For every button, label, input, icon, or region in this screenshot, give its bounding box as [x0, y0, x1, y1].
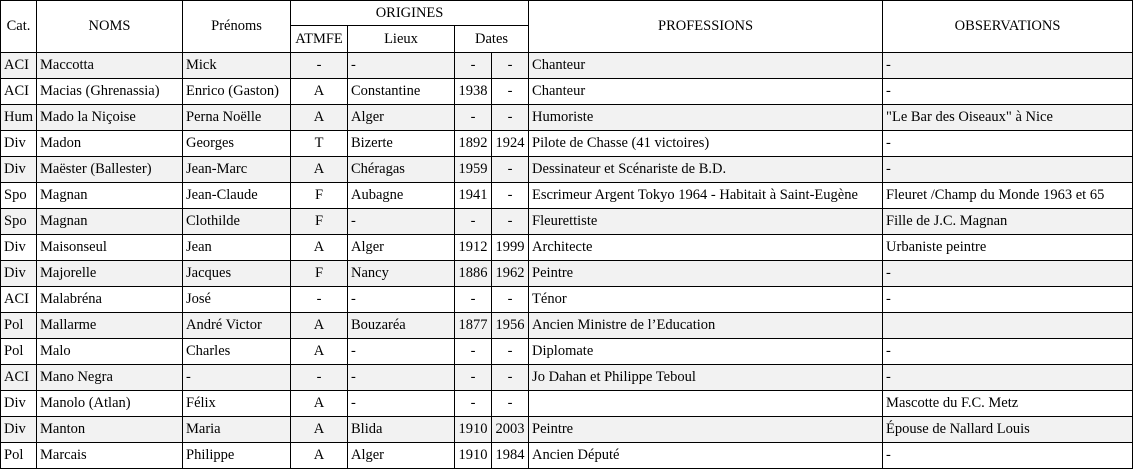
cell-prenom: Georges: [183, 131, 291, 157]
cell-lieu: -: [348, 287, 455, 313]
cell-profession: Jo Dahan et Philippe Teboul: [529, 365, 883, 391]
cell-observation: [883, 313, 1133, 339]
table-row: [1, 157, 1133, 183]
cell-date-deces: -: [492, 53, 529, 79]
cell-atmfe: A: [291, 79, 348, 105]
cell-profession: Humoriste: [529, 105, 883, 131]
cell-atmfe: A: [291, 391, 348, 417]
table-row: [1, 339, 1133, 365]
cell-prenom: André Victor: [183, 313, 291, 339]
cell-cat: Pol: [1, 313, 37, 339]
cell-atmfe: A: [291, 417, 348, 443]
cell-nom: Mado la Niçoise: [37, 105, 183, 131]
header-prenoms: Prénoms: [183, 1, 291, 53]
cell-nom: Manton: [37, 417, 183, 443]
cell-atmfe: A: [291, 157, 348, 183]
table-row: [1, 105, 1133, 131]
cell-prenom: José: [183, 287, 291, 313]
cell-profession: Fleurettiste: [529, 209, 883, 235]
cell-nom: Magnan: [37, 183, 183, 209]
cell-observation: -: [883, 53, 1133, 79]
cell-date-deces: -: [492, 391, 529, 417]
cell-prenom: Jean-Marc: [183, 157, 291, 183]
cell-atmfe: A: [291, 105, 348, 131]
cell-cat: Div: [1, 157, 37, 183]
header-row: [1, 1, 1133, 26]
cell-profession: Diplomate: [529, 339, 883, 365]
cell-date-deces: -: [492, 79, 529, 105]
cell-profession: Pilote de Chasse (41 victoires): [529, 131, 883, 157]
cell-date-naissance: 1959: [455, 157, 492, 183]
cell-nom: Mano Negra: [37, 365, 183, 391]
table-row: [1, 79, 1133, 105]
cell-profession: Ancien Ministre de l’Education: [529, 313, 883, 339]
cell-lieu: -: [348, 391, 455, 417]
cell-nom: Manolo (Atlan): [37, 391, 183, 417]
cell-prenom: -: [183, 365, 291, 391]
cell-cat: Spo: [1, 209, 37, 235]
cell-date-deces: -: [492, 105, 529, 131]
cell-lieu: Alger: [348, 235, 455, 261]
cell-prenom: Mick: [183, 53, 291, 79]
cell-profession: [529, 391, 883, 417]
cell-profession: Ancien Député: [529, 443, 883, 469]
cell-observation: -: [883, 287, 1133, 313]
cell-observation: -: [883, 365, 1133, 391]
cell-lieu: -: [348, 53, 455, 79]
cell-nom: Mallarme: [37, 313, 183, 339]
cell-observation: "Le Bar des Oiseaux" à Nice: [883, 105, 1133, 131]
cell-date-deces: -: [492, 183, 529, 209]
cell-nom: Malo: [37, 339, 183, 365]
table-row: [1, 183, 1133, 209]
cell-date-naissance: 1910: [455, 443, 492, 469]
cell-lieu: Blida: [348, 417, 455, 443]
cell-lieu: Bouzaréa: [348, 313, 455, 339]
cell-profession: Dessinateur et Scénariste de B.D.: [529, 157, 883, 183]
cell-observation: Épouse de Nallard Louis: [883, 417, 1133, 443]
cell-prenom: Charles: [183, 339, 291, 365]
header-dates: Dates: [455, 26, 529, 53]
table-row: [1, 365, 1133, 391]
cell-nom: Majorelle: [37, 261, 183, 287]
cell-prenom: Jacques: [183, 261, 291, 287]
cell-cat: Spo: [1, 183, 37, 209]
cell-date-deces: 1999: [492, 235, 529, 261]
cell-date-naissance: 1886: [455, 261, 492, 287]
cell-date-deces: -: [492, 209, 529, 235]
cell-date-naissance: -: [455, 209, 492, 235]
cell-profession: Chanteur: [529, 53, 883, 79]
table-row: [1, 313, 1133, 339]
cell-date-deces: 2003: [492, 417, 529, 443]
cell-profession: Peintre: [529, 417, 883, 443]
cell-lieu: Bizerte: [348, 131, 455, 157]
cell-date-naissance: 1910: [455, 417, 492, 443]
cell-cat: Div: [1, 131, 37, 157]
cell-observation: Fleuret /Champ du Monde 1963 et 65: [883, 183, 1133, 209]
cell-profession: Peintre: [529, 261, 883, 287]
cell-date-naissance: 1877: [455, 313, 492, 339]
header-origines: ORIGINES: [291, 1, 529, 26]
table-row: [1, 417, 1133, 443]
cell-lieu: Nancy: [348, 261, 455, 287]
table-row: [1, 443, 1133, 469]
cell-date-deces: -: [492, 157, 529, 183]
cell-prenom: Félix: [183, 391, 291, 417]
cell-atmfe: A: [291, 339, 348, 365]
cell-date-naissance: -: [455, 53, 492, 79]
cell-lieu: Aubagne: [348, 183, 455, 209]
table-row: [1, 261, 1133, 287]
cell-cat: Div: [1, 391, 37, 417]
cell-observation: Fille de J.C. Magnan: [883, 209, 1133, 235]
cell-lieu: Alger: [348, 105, 455, 131]
cell-atmfe: -: [291, 53, 348, 79]
cell-date-naissance: -: [455, 391, 492, 417]
cell-date-naissance: -: [455, 339, 492, 365]
cell-atmfe: F: [291, 183, 348, 209]
cell-profession: Escrimeur Argent Tokyo 1964 - Habitait à Saint-Eugène: [529, 183, 883, 209]
cell-atmfe: A: [291, 235, 348, 261]
cell-nom: Maccotta: [37, 53, 183, 79]
cell-atmfe: F: [291, 209, 348, 235]
header-noms: NOMS: [37, 1, 183, 53]
cell-nom: Maisonseul: [37, 235, 183, 261]
cell-atmfe: -: [291, 365, 348, 391]
cell-date-naissance: 1941: [455, 183, 492, 209]
table-row: [1, 235, 1133, 261]
header-observations: OBSERVATIONS: [883, 1, 1133, 53]
cell-prenom: Jean-Claude: [183, 183, 291, 209]
cell-cat: Pol: [1, 443, 37, 469]
cell-observation: -: [883, 443, 1133, 469]
cell-cat: Hum: [1, 105, 37, 131]
cell-date-naissance: -: [455, 105, 492, 131]
cell-date-deces: -: [492, 339, 529, 365]
table-row: [1, 53, 1133, 79]
table-row: [1, 391, 1133, 417]
table-row: [1, 209, 1133, 235]
cell-atmfe: T: [291, 131, 348, 157]
cell-lieu: -: [348, 365, 455, 391]
cell-nom: Magnan: [37, 209, 183, 235]
cell-observation: Urbaniste peintre: [883, 235, 1133, 261]
cell-prenom: Maria: [183, 417, 291, 443]
cell-cat: ACI: [1, 287, 37, 313]
cell-cat: Div: [1, 261, 37, 287]
cell-nom: Marcais: [37, 443, 183, 469]
cell-atmfe: -: [291, 287, 348, 313]
cell-prenom: Jean: [183, 235, 291, 261]
header-cat: Cat.: [1, 1, 37, 53]
cell-observation: -: [883, 157, 1133, 183]
cell-atmfe: A: [291, 313, 348, 339]
table-row: [1, 287, 1133, 313]
cell-cat: Div: [1, 417, 37, 443]
cell-date-deces: -: [492, 365, 529, 391]
cell-date-naissance: 1892: [455, 131, 492, 157]
cell-prenom: Philippe: [183, 443, 291, 469]
cell-atmfe: F: [291, 261, 348, 287]
cell-date-deces: 1962: [492, 261, 529, 287]
cell-profession: Chanteur: [529, 79, 883, 105]
header-professions: PROFESSIONS: [529, 1, 883, 53]
cell-cat: ACI: [1, 365, 37, 391]
cell-profession: Architecte: [529, 235, 883, 261]
cell-observation: -: [883, 79, 1133, 105]
cell-lieu: Constantine: [348, 79, 455, 105]
cell-nom: Maëster (Ballester): [37, 157, 183, 183]
cell-prenom: Perna Noëlle: [183, 105, 291, 131]
cell-observation: -: [883, 261, 1133, 287]
cell-lieu: Alger: [348, 443, 455, 469]
cell-profession: Ténor: [529, 287, 883, 313]
cell-observation: -: [883, 339, 1133, 365]
cell-cat: ACI: [1, 79, 37, 105]
cell-cat: ACI: [1, 53, 37, 79]
cell-date-naissance: -: [455, 365, 492, 391]
table-row: [1, 131, 1133, 157]
cell-date-naissance: -: [455, 287, 492, 313]
cell-cat: Pol: [1, 339, 37, 365]
cell-cat: Div: [1, 235, 37, 261]
cell-date-naissance: 1938: [455, 79, 492, 105]
header-lieux: Lieux: [348, 26, 455, 53]
cell-lieu: -: [348, 339, 455, 365]
cell-date-deces: 1924: [492, 131, 529, 157]
cell-lieu: Chéragas: [348, 157, 455, 183]
cell-nom: Malabréna: [37, 287, 183, 313]
cell-date-deces: 1984: [492, 443, 529, 469]
cell-nom: Macias (Ghrenassia): [37, 79, 183, 105]
cell-observation: Mascotte du F.C. Metz: [883, 391, 1133, 417]
header-atmfe: ATMFE: [291, 26, 348, 53]
cell-nom: Madon: [37, 131, 183, 157]
cell-observation: -: [883, 131, 1133, 157]
cell-date-deces: 1956: [492, 313, 529, 339]
cell-prenom: Enrico (Gaston): [183, 79, 291, 105]
cell-atmfe: A: [291, 443, 348, 469]
cell-date-naissance: 1912: [455, 235, 492, 261]
cell-prenom: Clothilde: [183, 209, 291, 235]
cell-date-deces: -: [492, 287, 529, 313]
cell-lieu: -: [348, 209, 455, 235]
